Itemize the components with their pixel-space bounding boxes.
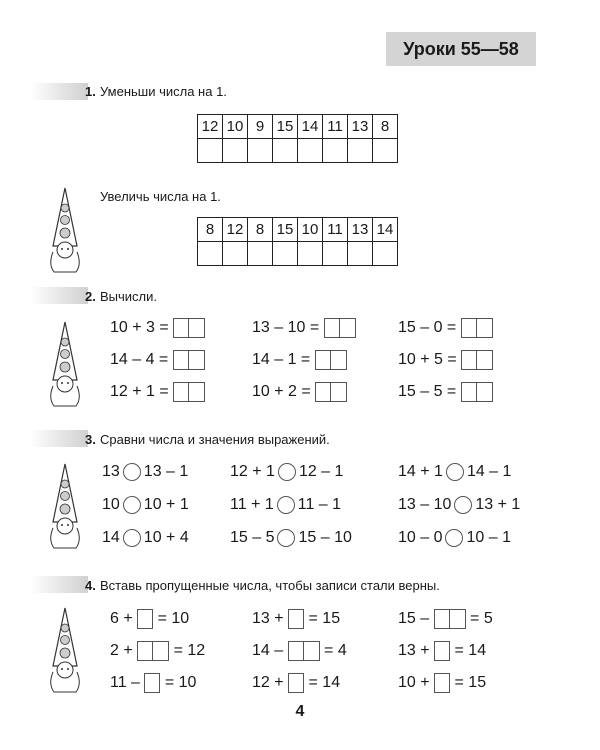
answer-box[interactable] (477, 318, 493, 338)
answer-box[interactable] (315, 382, 331, 402)
fill-left: 15 – (398, 610, 430, 627)
compare-circle[interactable] (123, 463, 141, 481)
task-1-subtext: Увеличь числа на 1. (100, 189, 221, 204)
answer-box[interactable] (331, 350, 347, 370)
compare-expression (102, 529, 189, 547)
answer-cell[interactable] (323, 242, 348, 266)
fill-expression (252, 641, 347, 661)
answer-box[interactable] (189, 382, 205, 402)
value-cell: 10 (223, 115, 248, 139)
compare-circle[interactable] (123, 496, 141, 514)
compare-left: 15 – 5 (230, 529, 275, 546)
compare-right: 13 – 1 (143, 463, 189, 480)
value-cell: 14 (373, 218, 398, 242)
value-cell: 11 (323, 115, 348, 139)
answer-box[interactable] (324, 318, 340, 338)
answer-box[interactable] (144, 673, 160, 693)
fill-right: = 5 (470, 610, 493, 627)
answer-cell[interactable] (198, 139, 223, 163)
calc-expression (252, 382, 347, 402)
compare-circle[interactable] (277, 529, 295, 547)
task-3-bar (30, 430, 88, 447)
fill-left: 10 + (398, 674, 430, 691)
calc-text: 15 – 5 = (398, 383, 457, 400)
compare-left: 14 (102, 529, 120, 546)
fill-right: = 10 (157, 610, 190, 627)
increase-table (197, 217, 398, 266)
answer-box[interactable] (288, 609, 304, 629)
fill-left: 13 + (398, 642, 430, 659)
value-cell: 14 (298, 115, 323, 139)
value-cell: 15 (273, 218, 298, 242)
answer-cell[interactable] (273, 242, 298, 266)
calc-text: 14 – 4 = (110, 351, 169, 368)
fill-left: 11 – (110, 674, 140, 691)
answer-box[interactable] (461, 350, 477, 370)
compare-left: 12 + 1 (230, 463, 275, 480)
value-cell: 10 (298, 218, 323, 242)
task-2-number: 2. (85, 289, 96, 304)
compare-left: 11 + 1 (230, 496, 274, 513)
value-cell: 13 (348, 115, 373, 139)
answer-cell[interactable] (298, 139, 323, 163)
answer-cell[interactable] (323, 139, 348, 163)
compare-expression (398, 463, 511, 481)
task-3-number: 3. (85, 432, 96, 447)
answer-cell[interactable] (298, 242, 323, 266)
compare-circle[interactable] (446, 463, 464, 481)
fill-expression (398, 641, 486, 661)
answer-box[interactable] (477, 350, 493, 370)
answer-box[interactable] (189, 350, 205, 370)
fill-left: 14 – (252, 642, 284, 659)
answer-box[interactable] (434, 609, 450, 629)
task-4-number: 4. (85, 578, 96, 593)
fill-left: 6 + (110, 610, 133, 627)
compare-right: 10 + 1 (143, 496, 189, 513)
value-cell: 12 (198, 115, 223, 139)
answer-cell[interactable] (273, 139, 298, 163)
fill-expression (252, 609, 340, 629)
fill-expression (252, 673, 340, 693)
answer-box[interactable] (331, 382, 347, 402)
answer-box[interactable] (288, 673, 304, 693)
value-cell: 12 (223, 218, 248, 242)
fill-right: = 14 (308, 674, 341, 691)
answer-box[interactable] (173, 318, 189, 338)
fill-left: 12 + (252, 674, 284, 691)
calc-text: 13 – 10 = (252, 319, 320, 336)
answer-box[interactable] (173, 350, 189, 370)
calc-text: 14 – 1 = (252, 351, 311, 368)
page-number: 4 (295, 703, 305, 720)
lesson-title: Уроки 55—58 (386, 32, 536, 66)
answer-box[interactable] (461, 382, 477, 402)
calc-expression (398, 382, 493, 402)
compare-circle[interactable] (278, 463, 296, 481)
compare-right: 15 – 10 (298, 529, 352, 546)
answer-box[interactable] (434, 673, 450, 693)
fill-right: = 15 (454, 674, 487, 691)
answer-cell[interactable] (373, 242, 398, 266)
answer-cell[interactable] (248, 139, 273, 163)
decrease-table (197, 114, 398, 163)
compare-left: 14 + 1 (398, 463, 443, 480)
task-4-bar (30, 576, 88, 593)
answer-box[interactable] (434, 641, 450, 661)
answer-box[interactable] (288, 641, 304, 661)
fill-right: = 14 (454, 642, 487, 659)
calc-expression (110, 318, 205, 338)
task-3-text: Сравни числа и значения выражений. (100, 432, 330, 447)
compare-left: 10 (102, 496, 120, 513)
task-2-bar (30, 287, 88, 304)
fill-expression (110, 641, 205, 661)
fill-expression (110, 609, 189, 629)
calc-text: 15 – 0 = (398, 319, 457, 336)
answer-box[interactable] (173, 382, 189, 402)
compare-expression (102, 463, 188, 481)
gnome-icon (44, 186, 86, 276)
calc-text: 10 + 5 = (398, 351, 457, 368)
fill-expression (110, 673, 196, 693)
answer-cell[interactable] (223, 242, 248, 266)
compare-expression (230, 463, 343, 481)
value-cell: 11 (323, 218, 348, 242)
compare-circle[interactable] (277, 496, 295, 514)
compare-expression (230, 529, 352, 547)
calc-expression (252, 318, 356, 338)
fill-left: 2 + (110, 642, 133, 659)
answer-box[interactable] (461, 318, 477, 338)
compare-left: 13 – 10 (398, 496, 452, 513)
answer-box[interactable] (189, 318, 205, 338)
answer-cell[interactable] (223, 139, 248, 163)
calc-expression (398, 350, 493, 370)
fill-expression (398, 673, 486, 693)
compare-circle[interactable] (445, 529, 463, 547)
compare-right: 14 – 1 (466, 463, 512, 480)
value-cell: 9 (248, 115, 273, 139)
fill-right: = 15 (308, 610, 341, 627)
task-1-bar (30, 83, 88, 100)
fill-expression (398, 609, 493, 629)
answer-box[interactable] (340, 318, 356, 338)
answer-cell[interactable] (348, 139, 373, 163)
task-4-text: Вставь пропущенные числа, чтобы записи стали верны. (100, 578, 440, 593)
calc-expression (398, 318, 493, 338)
task-2-text: Вычисли. (100, 289, 158, 304)
compare-expression (230, 496, 341, 514)
fill-right: = 12 (173, 642, 206, 659)
gnome-icon (44, 462, 86, 552)
compare-right: 10 + 4 (143, 529, 189, 546)
compare-circle[interactable] (123, 529, 141, 547)
task-1-text: Уменьши числа на 1. (100, 84, 227, 99)
value-cell: 8 (373, 115, 398, 139)
answer-box[interactable] (304, 641, 320, 661)
calc-expression (110, 350, 205, 370)
answer-box[interactable] (153, 641, 169, 661)
compare-circle[interactable] (454, 496, 472, 514)
answer-box[interactable] (477, 382, 493, 402)
calc-text: 10 + 3 = (110, 319, 169, 336)
calc-text: 12 + 1 = (110, 383, 169, 400)
answer-box[interactable] (315, 350, 331, 370)
fill-right: = 10 (164, 674, 197, 691)
answer-box[interactable] (137, 641, 153, 661)
answer-cell[interactable] (198, 242, 223, 266)
value-cell: 15 (273, 115, 298, 139)
compare-expression (398, 496, 520, 514)
task-1-number: 1. (85, 84, 96, 99)
value-cell: 8 (248, 218, 273, 242)
compare-expression (398, 529, 511, 547)
calc-text: 10 + 2 = (252, 383, 311, 400)
answer-box[interactable] (137, 609, 153, 629)
compare-left: 13 (102, 463, 120, 480)
compare-right: 13 + 1 (475, 496, 521, 513)
fill-left: 13 + (252, 610, 284, 627)
gnome-icon (44, 320, 86, 410)
compare-left: 10 – 0 (398, 529, 443, 546)
fill-right: = 4 (324, 642, 347, 659)
calc-expression (252, 350, 347, 370)
compare-right: 12 – 1 (298, 463, 344, 480)
value-cell: 8 (198, 218, 223, 242)
answer-cell[interactable] (348, 242, 373, 266)
answer-cell[interactable] (248, 242, 273, 266)
compare-right: 11 – 1 (297, 496, 342, 513)
compare-right: 10 – 1 (466, 529, 511, 546)
answer-cell[interactable] (373, 139, 398, 163)
gnome-icon (44, 606, 86, 696)
answer-box[interactable] (450, 609, 466, 629)
value-cell: 13 (348, 218, 373, 242)
compare-expression (102, 496, 189, 514)
calc-expression (110, 382, 205, 402)
